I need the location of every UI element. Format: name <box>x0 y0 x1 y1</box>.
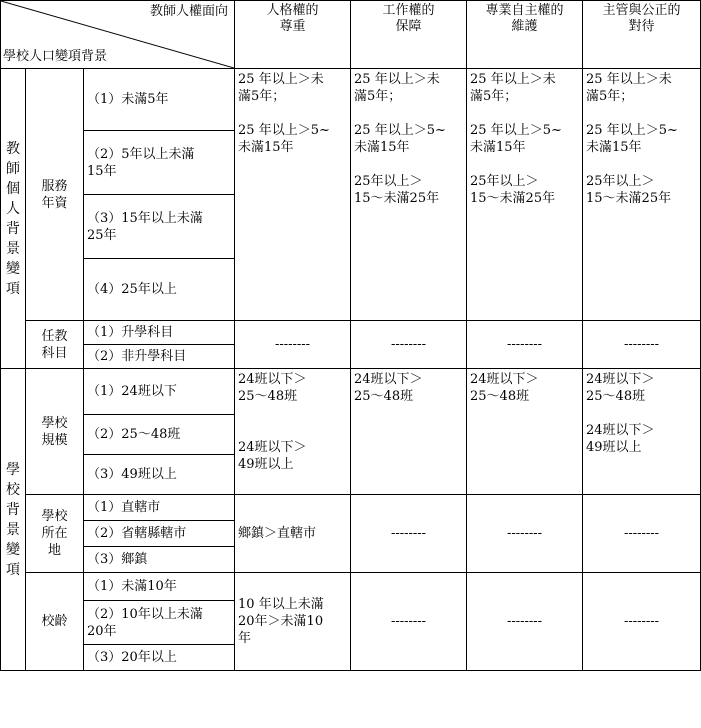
header-row <box>1 1 701 69</box>
group-char: 背 <box>6 501 20 518</box>
group-char: 景 <box>6 240 20 257</box>
group-char: 個 <box>6 180 20 197</box>
group-char: 景 <box>6 521 20 538</box>
service-item: （2）5年以上未滿 15年 <box>84 131 235 195</box>
scale-col3: 24班以下＞ 25～48班 <box>467 369 583 495</box>
group-char: 背 <box>6 220 20 237</box>
location-item: （2）省轄縣轄市 <box>84 521 235 547</box>
scale-col1: 24班以下＞ 25～48班 24班以下＞ 49班以上 <box>235 369 351 495</box>
school-age-label: 校齡 <box>26 573 84 671</box>
group-char: 變 <box>6 541 20 558</box>
group-char: 項 <box>6 280 20 297</box>
diag-top-label: 教師人權面向 <box>150 4 229 19</box>
service-item: （4）25年以上 <box>84 259 235 321</box>
header-col-fairness: 主管與公正的 對待 <box>583 1 701 69</box>
subject-col4: -------- <box>583 321 701 369</box>
group-char: 項 <box>6 561 20 578</box>
scale-col4: 24班以下＞ 25～48班 24班以下＞ 49班以上 <box>583 369 701 495</box>
scale-item: （3）49班以上 <box>84 455 235 495</box>
group-char: 變 <box>6 260 20 277</box>
group-char: 校 <box>6 481 20 498</box>
scale-col2: 24班以下＞ 25～48班 <box>351 369 467 495</box>
subject-label: 任教 科目 <box>26 321 84 369</box>
service-item: （3）15年以上未滿 25年 <box>84 195 235 259</box>
age-item: （3）20年以上 <box>84 645 235 671</box>
service-col2: 25 年以上＞未 滿5年； 25 年以上＞5~ 未滿15年 25年以上＞ 15～未滿25年 <box>351 69 467 321</box>
age-col1: 10 年以上未滿 20年＞未滿10 年 <box>235 573 351 671</box>
location-col1: 鄉鎮＞直轄市 <box>235 495 351 573</box>
location-col4: -------- <box>583 495 701 573</box>
location-col3: -------- <box>467 495 583 573</box>
subject-item: （2）非升學科目 <box>84 345 235 369</box>
location-col2: -------- <box>351 495 467 573</box>
service-item: （1）未滿5年 <box>84 69 235 131</box>
age-col2: -------- <box>351 573 467 671</box>
age-col3: -------- <box>467 573 583 671</box>
group-char: 學 <box>6 461 20 478</box>
service-col3: 25 年以上＞未 滿5年； 25 年以上＞5~ 未滿15年 25年以上＞ 15～未滿25年 <box>467 69 583 321</box>
subject-col3: -------- <box>467 321 583 369</box>
service-col4: 25 年以上＞未 滿5年； 25 年以上＞5~ 未滿15年 25年以上＞ 15～未滿25年 <box>583 69 701 321</box>
subject-col2: -------- <box>351 321 467 369</box>
scale-item: （2）25～48班 <box>84 415 235 455</box>
table-row <box>1 69 701 131</box>
header-col-work: 工作權的 保障 <box>351 1 467 69</box>
diag-bottom-label: 學校人口變項背景 <box>3 49 108 64</box>
header-col-personality: 人格權的 尊重 <box>235 1 351 69</box>
subject-col1: -------- <box>235 321 351 369</box>
header-col-autonomy: 專業自主權的 維護 <box>467 1 583 69</box>
age-item: （1）未滿10年 <box>84 573 235 601</box>
group-char: 人 <box>6 200 20 217</box>
table-row <box>1 495 701 521</box>
school-location-label: 學校 所在 地 <box>26 495 84 573</box>
school-scale-label: 學校 規模 <box>26 369 84 495</box>
table-row <box>1 369 701 415</box>
diagonal-header-cell <box>1 1 235 69</box>
location-item: （3）鄉鎮 <box>84 547 235 573</box>
group-char: 師 <box>6 160 20 177</box>
service-col1: 25 年以上＞未 滿5年； 25 年以上＞5~ 未滿15年 <box>235 69 351 321</box>
service-years-label: 服務 年資 <box>26 69 84 321</box>
school-group-label <box>1 369 26 671</box>
group-char: 教 <box>6 140 20 157</box>
age-col4: -------- <box>583 573 701 671</box>
location-item: （1）直轄市 <box>84 495 235 521</box>
table-row <box>1 573 701 601</box>
teacher-group-label <box>1 69 26 369</box>
subject-item: （1）升學科目 <box>84 321 235 345</box>
age-item: （2）10年以上未滿 20年 <box>84 601 235 645</box>
scale-item: （1）24班以下 <box>84 369 235 415</box>
table-row <box>1 321 701 345</box>
